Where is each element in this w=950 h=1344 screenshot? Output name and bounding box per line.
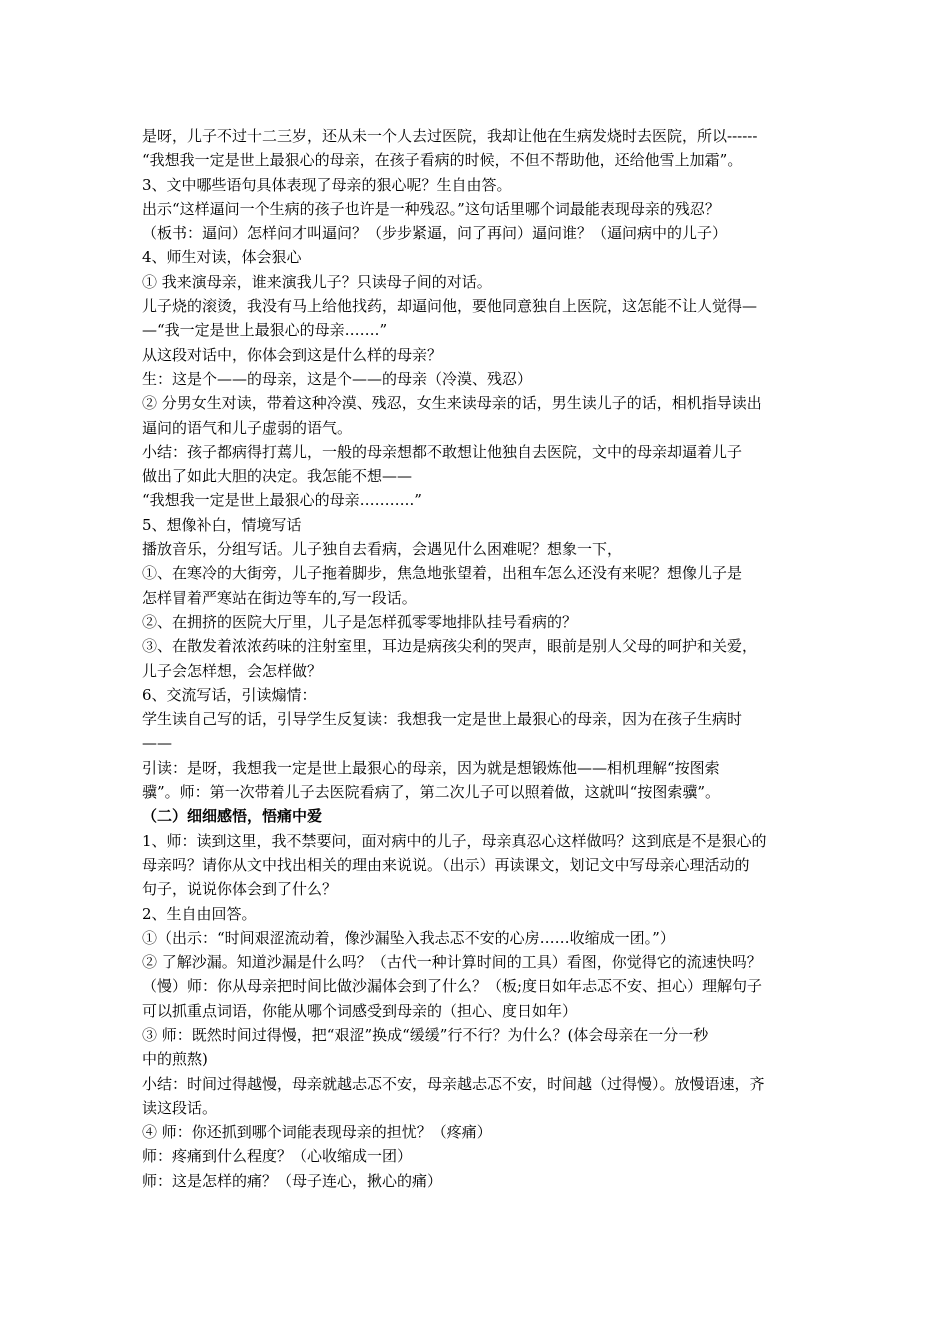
text-line: 怎样冒着严寒站在街边等车的,写一段话。 (142, 588, 417, 607)
text-line: 中的煎熬) (142, 1050, 208, 1069)
text-line: ③ 师：既然时间过得慢，把“艰涩”换成“缓缓”行不行？为什么？(体会母亲在一分一秒 (142, 1025, 709, 1044)
text-line: 从这段对话中，你体会到这是什么样的母亲？ (142, 345, 443, 364)
text-line: 句子，说说你体会到了什么？ (142, 880, 338, 899)
text-line: ③、在散发着浓浓药味的注射室里，耳边是病孩尖利的哭声，眼前是别人父母的呵护和关爱， (142, 637, 758, 656)
text-line: 引读：是呀，我想我一定是世上最狠心的母亲，因为就是想锻炼他——相机理解“按图索 (142, 758, 720, 777)
text-line: ② 分男女生对读，带着这种冷漠、残忍，女生来读母亲的话，男生读儿子的话，相机指导读出 (142, 394, 762, 413)
text-line: 儿子烧的滚烫，我没有马上给他找药，却逼问他，要他同意独自上医院，这怎能不让人觉得— (142, 297, 758, 316)
text-line: ①、在寒冷的大街旁，儿子拖着脚步，焦急地张望着，出租车怎么还没有来呢？想像儿子是 (142, 564, 743, 583)
text-line: 是呀，儿子不过十二三岁，还从未一个人去过医院，我却让他在生病发烧时去医院，所以------ (142, 127, 758, 145)
text-line: 播放音乐，分组写话。儿子独自去看病，会遇见什么困难呢？想象一下， (142, 540, 623, 559)
text-line: 小结：孩子都病得打蔫儿，一般的母亲想都不敢想让他独自去医院，文中的母亲却逼着儿子 (142, 442, 743, 461)
text-line: 6、交流写话，引读煽情： (142, 685, 317, 704)
text-line: 可以抓重点词语，你能从哪个词感受到母亲的（担心、度日如年） (142, 1001, 578, 1020)
text-line: 小结：时间过得越慢，母亲就越忐忑不安，母亲越忐忑不安，时间越（过得慢）。放慢语速，齐 (142, 1074, 765, 1093)
text-line: ② 了解沙漏。知道沙漏是什么吗？（古代一种计算时间的工具）看图，你觉得它的流速快吗？ (142, 953, 762, 972)
text-line: （慢）师：你从母亲把时间比做沙漏体会到了什么？（板;度日如年忐忑不安、担心）理解句子 (142, 977, 763, 996)
text-line: ②、在拥挤的医院大厅里，儿子是怎样孤零零地排队挂号看病的？ (142, 612, 578, 631)
text-line: 出示“这样逼问一个生病的孩子也许是一种残忍。”这句话里哪个词最能表现母亲的残忍？ (142, 199, 720, 218)
section-heading: （二）细细感悟，悟痛中爱 (142, 807, 323, 826)
text-line: 逼问的语气和儿子虚弱的语气。 (142, 418, 353, 437)
text-line: 儿子会怎样想，会怎样做？ (142, 661, 323, 680)
text-line: —“我一定是世上最狠心的母亲…….” (142, 321, 388, 340)
text-line: 学生读自己写的话，引导学生反复读：我想我一定是世上最狠心的母亲，因为在孩子生病时 (142, 710, 743, 729)
text-line: “我想我一定是世上最狠心的母亲，在孩子看病的时候，不但不帮助他，还给他雪上加霜”。 (142, 151, 743, 170)
text-line: 生：这是个——的母亲，这是个——的母亲（冷漠、残忍） (142, 369, 533, 388)
text-line: ④ 师：你还抓到哪个词能表现母亲的担忧？（疼痛） (142, 1123, 492, 1142)
text-line: 师：这是怎样的痛？（母子连心，揪心的痛） (142, 1171, 443, 1190)
text-line: （板书：逼问）怎样问才叫逼问？（步步紧逼，问了再问）逼问谁？（逼问病中的儿子） (142, 224, 728, 243)
text-line: “我想我一定是世上最狠心的母亲………..” (142, 491, 422, 510)
text-line: 5、想像补白，情境写话 (142, 515, 302, 534)
text-line: 1、师：读到这里，我不禁要问，面对病中的儿子，母亲真忍心这样做吗？这到底是不是狠心的 (142, 831, 767, 850)
document-body (142, 124, 810, 1193)
text-line: 做出了如此大胆的决定。我怎能不想—— (142, 467, 413, 486)
text-line: 母亲吗？请你从文中找出相关的理由来说说。（出示）再读课文，划记文中写母亲心理活动的 (142, 855, 750, 874)
text-line: ①（出示：“时间艰涩流动着，像沙漏坠入我忐忑不安的心房……收缩成一团。”） (142, 928, 675, 947)
text-line: 3、文中哪些语句具体表现了母亲的狠心呢？生自由答。 (142, 175, 512, 194)
text-line: ① 我来演母亲，谁来演我儿子？只读母子间的对话。 (142, 272, 492, 291)
text-line: 骥”。师：第一次带着儿子去医院看病了，第二次儿子可以照着做，这就叫“按图索骥”。 (142, 783, 721, 802)
text-line: 2、生自由回答。 (142, 904, 257, 923)
text-line: —— (142, 734, 172, 753)
text-line: 师：疼痛到什么程度？（心收缩成一团） (142, 1147, 413, 1166)
text-line: 读这段话。 (142, 1098, 218, 1117)
text-line: 4、师生对读，体会狠心 (142, 248, 302, 267)
